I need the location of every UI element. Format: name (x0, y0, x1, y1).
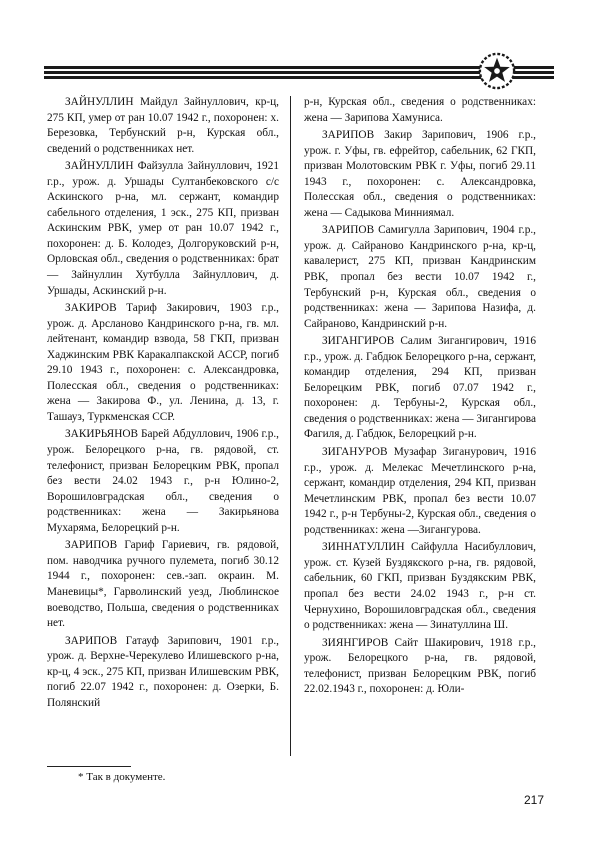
record-entry: ЗИГАНУРОВ Музафар Зиганурович, 1916 г.р., урож. д. Мелекас Мечетлинского р-на, сержант, командир отделения, 294 КП, призван Мечетлинским РВК, пропал без вести 10.07 1942 г., р-н Тербуны-2, Курская обл., сведения о родственниках: жена —Зигангурова. (304, 446, 536, 536)
record-entry: ЗАРИПОВ Гатауф Зарипович, 1901 г.р., урож. д. Верхне-Черекулево Илишевского р-на, кр-ц, 4 эск., 275 КП, призван Илишевским РВК, погиб 22.07 1942 г., похоронен: д. Озерки, Б. Полянский (47, 634, 279, 709)
record-entry: ЗАРИПОВ Закир Зарипович, 1906 г.р., урож. г. Уфы, гв. ефрейтор, сабельник, 62 ГКП, призван Молотовским РВК г. Уфы, погиб 29.11 1943 г., похоронен: с. Александровка, Полесская обл., сведения о родственниках: жена — Садыкова Минниямал. (304, 129, 536, 219)
record-entry: ЗАЙНУЛЛИН Файзулла Зайнуллович, 1921 г.р., урож. д. Уршады Султанбековского с/с Аскинского р-на, мл. сержант, командир сабельного отделения, 1 эск., 275 КП, призван Аскинским РВК, умер от ран 10.07 1942 г., похоронен: д. Б. Колодез, Долгоруковский р-н, Орловская обл., сведения о родственниках: брат — Зайнуллин Хутбулла Зайнуллович, д. Уршады, Аскинский р-н. (47, 160, 279, 297)
record-entry: ЗАРИПОВ Самигулла Зарипович, 1904 г.р., урож. д. Сайраново Кандринского р-на, кр-ц, кавалерист, 275 КП, призван Кандринским РВК, пропал без вести 10.07 1942 г., Тербунский р-н, Курская обл., сведения о родственниках: жена — Зарипова Назифа, д. Сайраново, Кандринский р-н. (304, 224, 536, 330)
record-entry: ЗИННАТУЛЛИН Сайфулла Насибуллович, урож. ст. Кузей Буздякского р-на, гв. рядовой, сабельник, 60 ГКП, призван Буздякским РВК, пропал без вести 24.02 1943 г., р-н ст. Чернухино, Ворошиловградская обл., сведения о родственниках: жена — Зинатуллина Ш. (304, 541, 536, 632)
column-divider (290, 96, 291, 756)
star-wreath-icon (478, 52, 516, 90)
page-number: 217 (524, 793, 545, 807)
record-entry: р-н, Курская обл., сведения о родственниках: жена — Зарипова Хамуниса. (304, 96, 536, 124)
record-entry: ЗИЯНГИРОВ Сайт Шакирович, 1918 г.р., урож. Белорецкого р-на, гв. рядовой, телефонист, призван Белорецким РВК, погиб 22.02.1943 г., похоронен: д. Юли- (304, 636, 536, 696)
record-entry: ЗИГАНГИРОВ Салим Зигангирович, 1916 г.р., урож. д. Габдюк Белорецкого р-на, сержант, командир отделения, 294 КП, призван Белорецким РВК, погиб 07.07 1942 г., похоронен: д. Тербуны-2, Курская обл., сведения о родственниках: жена — Зигангирова Фагиля, д. Габдюк, Белорецкий р-н. (304, 335, 536, 441)
record-entry: ЗАРИПОВ Гариф Гариевич, гв. рядовой, пом. наводчика ручного пулемета, погиб 30.12 1944 г., похоронен: сев.-зап. окраин. М. Маневицы*, Гарволинский уезд, Люблинское воеводство, Польша, сведения о родственниках нет. (47, 539, 279, 630)
record-entry: ЗАЙНУЛЛИН Майдул Зайнуллович, кр-ц, 275 КП, умер от ран 10.07 1942 г., похоронен: х. Березовка, Тербунский р-н, Курская обл., сведений о родственниках нет. (47, 96, 279, 155)
footnote: * Так в документе. (78, 771, 166, 783)
record-entry: ЗАКИРЬЯНОВ Барей Абдуллович, 1906 г.р., урож. Белорецкого р-на, гв. рядовой, ст. телефонист, призван Белорецким РВК, пропал без вести 24.02 1943 г., р-н Юлино-2, Ворошиловградская обл., сведения о родственниках: жена — Закирьянова Мухаряма, Белорецкий р-н. (47, 428, 279, 534)
record-entry: ЗАКИРОВ Тариф Закирович, 1903 г.р., урож. д. Арсланово Кандринского р-на, гв. мл. лейтенант, командир взвода, 58 ГКП, призван Хаджинским РВК Каракалпакской АССР, погиб 29.10 1943 г., похоронен: с. Александровка, Полесская обл., сведения о родственниках: жена — Закирова Ф., ул. Ленина, д. 13, г. Ташауз, Туркменская ССР. (47, 302, 279, 423)
left-column (47, 95, 279, 713)
footnote-rule (47, 766, 131, 767)
right-column (304, 95, 536, 700)
